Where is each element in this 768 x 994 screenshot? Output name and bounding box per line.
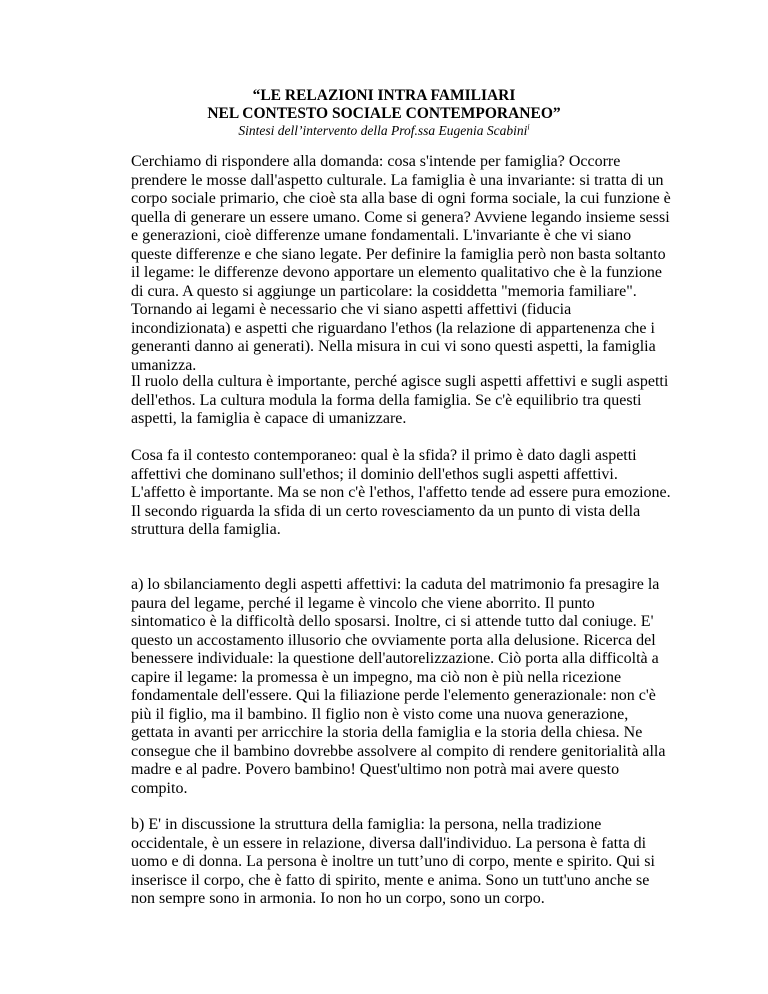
footnote-marker: i bbox=[527, 122, 530, 132]
paragraph-contemporary-challenge: Cosa fa il contesto contemporaneo: qual è la sfida? il primo è dato dagli aspetti affettivi che dominano sull'ethos; il dominio dell'ethos sugli aspetti affettivi. L'affetto è importante. Ma se non c'è l'ethos, l'affetto tende ad essere pura emozione. Il secondo riguarda la sfida di un certo rovesciamento da un punto di vista della struttura della famiglia. bbox=[131, 447, 671, 538]
subtitle-text: Sintesi dell’intervento della Prof.ssa Eugenia Scabini bbox=[238, 123, 528, 138]
document-title-line-2: NEL CONTESTO SOCIALE CONTEMPORANEO” bbox=[207, 105, 561, 122]
paragraph-affective-imbalance: a) lo sbilanciamento degli aspetti affettivi: la caduta del matrimonio fa presagire la paura del legame, perché il legame è vincolo che viene aborrito. Il punto sintomatico è la difficoltà dello sposarsi. Inoltre, ci si attende tutto dal coniuge. E' questo un accostamento illusorio che ovviamente porta alla delusione. Ricerca del benessere individuale: la questione dell'autorelizzazione. Ciò porta alla difficoltà a capire il legame: la promessa è un impegno, ma ciò non è più nella ricezione fondamentale dell'essere. Qui la filiazione perde l'elemento generazionale: non c'è più il figlio, ma il bambino. Il figlio non è visto come una nuova generazione, gettata in avanti per arricchire la storia della famiglia e la storia della chiesa. Ne consegue che il bambino dovrebbe assolvere al compito di rendere genitorialità alla madre e al padre. Povero bambino! Quest'ultimo non potrà mai avere questo compito. bbox=[131, 576, 666, 797]
paragraph-family-structure: b) E' in discussione la struttura della famiglia: la persona, nella tradizione occidentale, è un essere in relazione, diversa dall'individuo. La persona è fatta di uomo e di donna. La persona è inoltre un tutt’uno di corpo, mente e spirito. Qui si inserisce il corpo, che è fatto di spirito, mente e anima. Sono un tutt'uno anche se non sempre sono in armonia. Io non ho un corpo, sono un corpo. bbox=[131, 816, 655, 907]
document-title-line-1: “LE RELAZIONI INTRA FAMILIARI bbox=[252, 87, 516, 104]
document-subtitle bbox=[0, 122, 768, 139]
paragraph-family-definition: Cerchiamo di rispondere alla domanda: cosa s'intende per famiglia? Occorre prendere le mosse dall'aspetto culturale. La famiglia è una invariante: si tratta di un corpo sociale primario, che cioè sta alla base di ogni forma sociale, la cui funzione è quella di generare un essere umano. Come si genera? Avviene legando insieme sessi e generazioni, cioè differenze umane fondamentali. L'invariante è che vi siano queste differenze e che siano legate. Per definire la famiglia però non basta soltanto il legame: le differenze devono apportare un elemento qualitativo che è la funzione di cura. A questo si aggiunge un particolare: la cosiddetta "memoria familiare". Tornando ai legami è necessario che vi siano aspetti affettivi (fiducia incondizionata) e aspetti che riguardano l'ethos (la relazione di appartenenza che i generanti danno ai generati). Nella misura in cui vi sono questi aspetti, la famiglia umanizza. bbox=[131, 153, 671, 374]
paragraph-role-of-culture: Il ruolo della cultura è importante, perché agisce sugli aspetti affettivi e sugli aspetti dell'ethos. La cultura modula la forma della famiglia. Se c'è equilibrio tra questi aspetti, la famiglia è capace di umanizzare. bbox=[131, 373, 669, 427]
